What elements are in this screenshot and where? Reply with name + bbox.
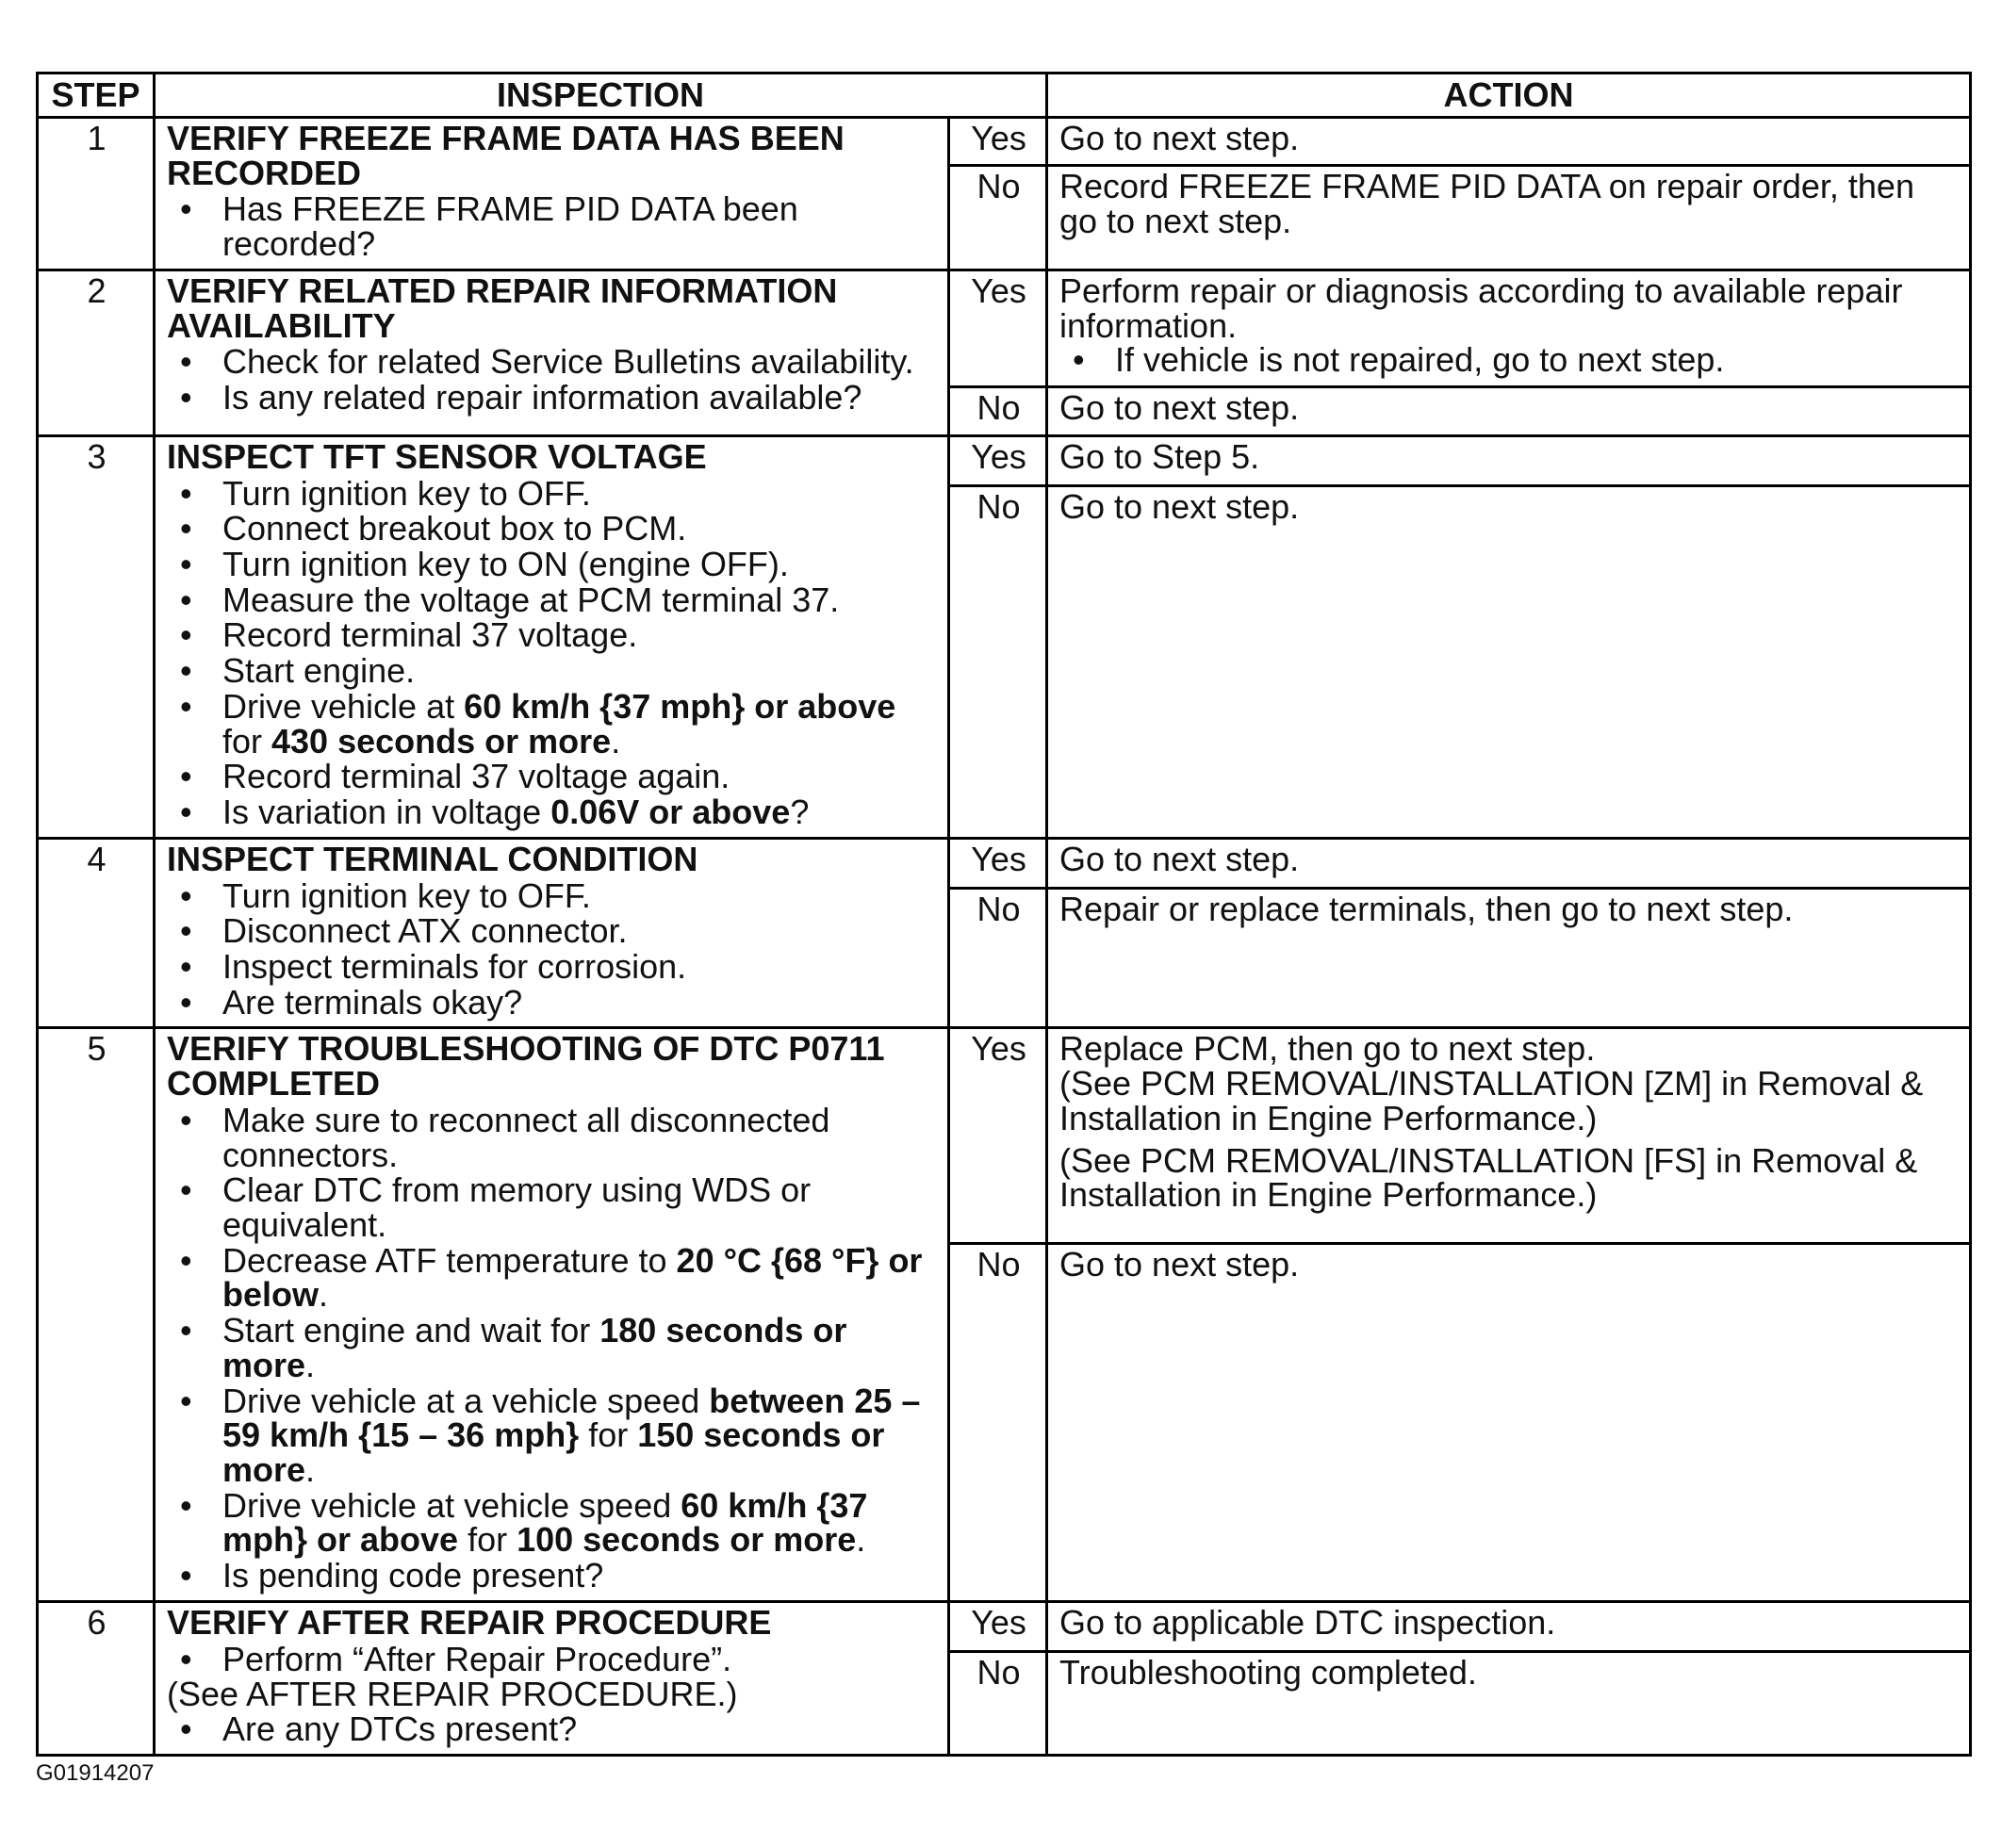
list-item: • Are any DTCs present? xyxy=(167,1712,938,1747)
list-item: • Are terminals okay? xyxy=(167,986,938,1021)
inspection-bullets xyxy=(167,473,938,832)
table-row xyxy=(38,838,1971,888)
list-item: • Connect breakout box to PCM. xyxy=(167,512,938,547)
reference-note: (See PCM REMOVAL/INSTALLATION [FS] in Removal & Installation in Engine Performance.) xyxy=(1059,1140,1918,1215)
step-number: 1 xyxy=(38,118,155,270)
list-item xyxy=(167,1381,938,1489)
text-run: . xyxy=(319,1275,329,1315)
yes-label: Yes xyxy=(949,1601,1047,1652)
no-label: No xyxy=(949,1243,1047,1601)
header-row xyxy=(38,74,1971,118)
list-item xyxy=(167,1311,938,1384)
no-action: Repair or replace terminals, then go to next step. xyxy=(1047,888,1971,1028)
inspection-bullets xyxy=(167,189,938,264)
inspection-cell xyxy=(155,838,949,1028)
inspection-title: VERIFY AFTER REPAIR PROCEDURE xyxy=(167,1602,772,1642)
emphasis-run: 60 km/h {37 mph} or above xyxy=(222,1485,868,1560)
step-number: 3 xyxy=(38,435,155,838)
text-run: Drive vehicle at a vehicle speed xyxy=(222,1381,710,1420)
step-number: 5 xyxy=(38,1028,155,1602)
no-label: No xyxy=(949,486,1047,839)
reference-note: (See AFTER REPAIR PROCEDURE.) xyxy=(167,1675,738,1714)
no-action: Go to next step. xyxy=(1047,486,1971,839)
text-run: ? xyxy=(790,793,810,832)
yes-label: Yes xyxy=(949,1028,1047,1243)
step-number: 2 xyxy=(38,270,155,435)
table-row xyxy=(38,1028,1971,1243)
inspection-bullets xyxy=(167,875,938,1022)
yes-action: Go to Step 5. xyxy=(1047,435,1971,485)
list-item: • Clear DTC from memory using WDS or equivalent. xyxy=(167,1173,938,1242)
table-row xyxy=(38,1601,1971,1652)
inspection-cell xyxy=(155,270,949,435)
table-row xyxy=(38,118,1971,166)
inspection-bullets xyxy=(167,1639,938,1678)
step-number: 6 xyxy=(38,1601,155,1755)
header-step: STEP xyxy=(38,74,155,118)
yes-action-text: Perform repair or diagnosis according to available repair information. xyxy=(1059,270,1903,345)
list-item: • Record terminal 37 voltage again. xyxy=(167,760,938,794)
no-label: No xyxy=(949,166,1047,270)
header-inspection: INSPECTION xyxy=(155,74,1047,118)
yes-action xyxy=(1047,1028,1971,1243)
list-item xyxy=(167,1485,938,1560)
emphasis-run: 150 seconds or more xyxy=(222,1415,885,1489)
yes-action-text: Replace PCM, then go to next step. xyxy=(1059,1029,1596,1069)
list-item: • Turn ignition key to OFF. xyxy=(167,879,938,914)
no-action: Go to next step. xyxy=(1047,386,1971,435)
text-run: . xyxy=(856,1520,866,1560)
list-item: • Is pending code present? xyxy=(167,1559,938,1594)
emphasis-run: 20 °C {68 °F} or below xyxy=(222,1240,923,1315)
text-run: Decrease ATF temperature to xyxy=(222,1240,677,1280)
text-run: Is variation in voltage xyxy=(222,793,551,832)
text-run: for xyxy=(458,1520,517,1560)
list-item: • Turn ignition key to OFF. xyxy=(167,477,938,512)
yes-action-bullets xyxy=(1059,340,1960,380)
inspection-title: VERIFY TROUBLESHOOTING OF DTC P0711 COMPLETED xyxy=(167,1029,885,1104)
list-item: • Measure the voltage at PCM terminal 37. xyxy=(167,583,938,618)
text-run: Drive vehicle at vehicle speed xyxy=(222,1485,681,1525)
list-item: • Turn ignition key to ON (engine OFF). xyxy=(167,548,938,582)
no-action: Record FREEZE FRAME PID DATA on repair order, then go to next step. xyxy=(1047,166,1971,270)
emphasis-run: 100 seconds or more xyxy=(517,1520,857,1560)
yes-action xyxy=(1047,270,1971,386)
list-item: • Inspect terminals for corrosion. xyxy=(167,950,938,985)
no-label: No xyxy=(949,1652,1047,1755)
text-run: . xyxy=(305,1450,316,1489)
yes-action: Go to applicable DTC inspection. xyxy=(1047,1601,1971,1652)
inspection-title: INSPECT TFT SENSOR VOLTAGE xyxy=(167,436,707,476)
figure-code: G01914207 xyxy=(36,1760,155,1786)
inspection-cell xyxy=(155,1601,949,1755)
inspection-bullets xyxy=(167,342,938,417)
inspection-bullets xyxy=(167,1100,938,1595)
emphasis-run: 430 seconds or more xyxy=(271,721,612,760)
inspection-title: VERIFY RELATED REPAIR INFORMATION AVAILABILITY xyxy=(167,270,838,345)
table-row xyxy=(38,270,1971,386)
yes-label: Yes xyxy=(949,270,1047,386)
list-item: • If vehicle is not repaired, go to next step. xyxy=(1059,343,1960,378)
no-label: No xyxy=(949,386,1047,435)
list-item: • Record terminal 37 voltage. xyxy=(167,618,938,653)
emphasis-run: between 25 – 59 km/h {15 – 36 mph} xyxy=(222,1381,921,1455)
inspection-cell xyxy=(155,118,949,270)
emphasis-run: 180 seconds or more xyxy=(222,1311,847,1384)
yes-action: Go to next step. xyxy=(1047,838,1971,888)
no-action: Go to next step. xyxy=(1047,1243,1971,1601)
inspection-bullets xyxy=(167,1709,938,1749)
list-item: • Start engine. xyxy=(167,654,938,689)
list-item xyxy=(167,1240,938,1315)
list-item xyxy=(167,795,938,830)
yes-action: Go to next step. xyxy=(1047,118,1971,166)
inspection-cell xyxy=(155,435,949,838)
list-item: • Make sure to reconnect all disconnected connectors. xyxy=(167,1104,938,1172)
inspection-title: INSPECT TERMINAL CONDITION xyxy=(167,839,698,878)
text-run: Drive vehicle at xyxy=(222,686,465,726)
yes-label: Yes xyxy=(949,435,1047,485)
no-label: No xyxy=(949,888,1047,1028)
step-number: 4 xyxy=(38,838,155,1028)
list-item: • Has FREEZE FRAME PID DATA been recorded? xyxy=(167,192,938,261)
inspection-cell xyxy=(155,1028,949,1602)
no-action: Troubleshooting completed. xyxy=(1047,1652,1971,1755)
list-item: • Is any related repair information available? xyxy=(167,381,938,416)
text-run: Start engine and wait for xyxy=(222,1311,600,1350)
inspection-title: VERIFY FREEZE FRAME DATA HAS BEEN RECORDED xyxy=(167,119,845,192)
text-run: . xyxy=(611,721,621,760)
header-action: ACTION xyxy=(1047,74,1971,118)
emphasis-run: 60 km/h {37 mph} or above xyxy=(464,686,896,726)
list-item: • Disconnect ATX connector. xyxy=(167,914,938,949)
table-row xyxy=(38,435,1971,485)
yes-label: Yes xyxy=(949,838,1047,888)
yes-label: Yes xyxy=(949,118,1047,166)
list-item xyxy=(167,686,938,760)
text-run: . xyxy=(305,1345,316,1384)
text-run: for xyxy=(222,721,272,760)
text-run: for xyxy=(579,1415,638,1455)
diagnostic-table xyxy=(36,72,1972,1757)
reference-note: (See PCM REMOVAL/INSTALLATION [ZM] in Removal & Installation in Engine Performance.) xyxy=(1059,1064,1924,1137)
emphasis-run: 0.06V or above xyxy=(550,793,791,832)
list-item: • Check for related Service Bulletins availability. xyxy=(167,345,938,380)
list-item: • Perform “After Repair Procedure”. xyxy=(167,1643,938,1677)
